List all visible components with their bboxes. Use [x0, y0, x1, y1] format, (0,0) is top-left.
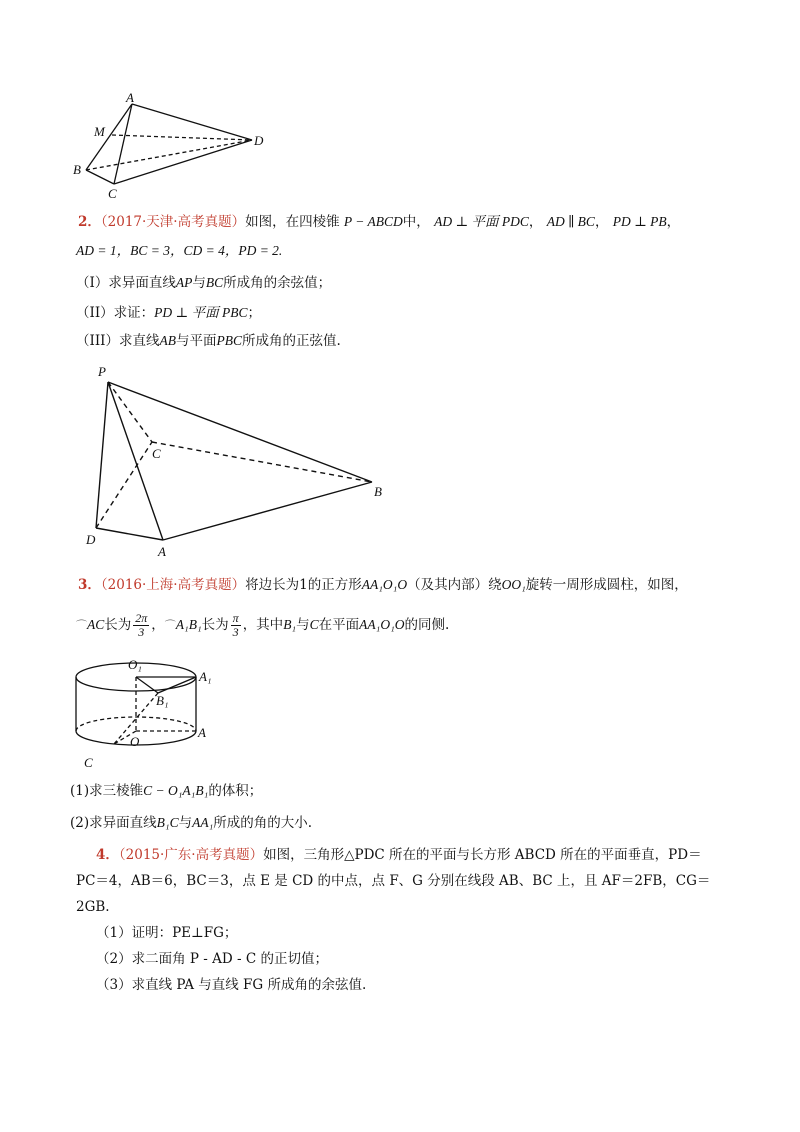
p2-line1 [78, 211, 680, 233]
p2-q2-end: ； [247, 305, 261, 321]
edge-CB-hidden [152, 442, 372, 482]
figure-tetrahedron [70, 92, 270, 202]
edge-AB [163, 482, 372, 540]
label-B1: B₁ [156, 693, 169, 708]
p2-q3-pbc: PBC [216, 333, 242, 348]
label-C: C [152, 446, 161, 461]
p3-q2-aa1: AA₁ [192, 815, 214, 830]
p2-intro-text: 如图，在四棱锥 [245, 214, 340, 230]
p4-line2: PC＝4，AB＝6，BC＝3，点 E 是 CD 的中点，点 F、G 分别在线段 AB、BC 上，且 AF＝2FB，CG＝ [76, 873, 711, 889]
p3-frac-2pi-3 [133, 612, 149, 639]
segment-B1A1 [158, 677, 196, 693]
label-O: O [130, 734, 140, 749]
p2-pyramid-name: P − ABCD [343, 214, 403, 229]
p2-intro-zhong: 中， [402, 214, 430, 230]
label-C: C [108, 186, 117, 201]
p2-q2-stmt: PD ⊥ 平面 PBC [154, 305, 248, 320]
p3-q1-text: (1)求三棱锥 [70, 783, 144, 799]
p3-frac2-num: π [232, 611, 239, 625]
label-A1: A₁ [199, 669, 212, 684]
p3-sep2: ，其中 [242, 617, 284, 633]
p3-frac1-den: 3 [138, 625, 145, 639]
p4-question-1: （1）证明：PE⊥FG； [96, 925, 238, 941]
p3-line1 [78, 574, 688, 596]
p2-source: （2017·天津·高考真题） [100, 214, 246, 230]
label-A: A [198, 725, 206, 740]
p3-with: 与 [296, 617, 310, 633]
label-O1: O₁ [128, 657, 142, 672]
edge-BC [86, 170, 114, 184]
p3-b1: B₁ [283, 617, 297, 632]
p3-number: 3． [78, 577, 101, 593]
p3-square-name: AA₁O₁O [361, 577, 408, 592]
p3-c: C [309, 617, 319, 632]
edge-MD-hidden [112, 135, 252, 140]
arc-icon: ⌒ [76, 620, 87, 632]
p3-line2 [76, 610, 449, 641]
p4-line1 [96, 842, 702, 868]
p3-q2-b1c: B₁C [156, 815, 179, 830]
p3-question-2 [70, 812, 312, 834]
p3-len1: 长为 [104, 617, 132, 633]
p3-q2-end: 所成的角的大小. [213, 815, 313, 831]
p3-axis-name: OO₁ [501, 577, 526, 592]
label-D: D [86, 532, 96, 547]
p2-q1-end: 所成角的余弦值； [223, 275, 332, 291]
p2-sep1: ， [528, 214, 543, 230]
p3-intro-around: （及其内部）绕 [407, 577, 502, 593]
label-B: B [374, 484, 382, 499]
p3-frac-pi-3 [231, 612, 241, 639]
p2-q1-with: 与 [192, 275, 206, 291]
p3-q2-with: 与 [178, 815, 193, 831]
p3-intro-text: 将边长为1的正方形 [245, 577, 362, 593]
p4-number: 4． [96, 847, 119, 863]
edge-DA [96, 528, 163, 540]
p2-question-1 [76, 272, 331, 294]
pyramid-svg [80, 362, 400, 562]
figure-pyramid [80, 362, 400, 562]
p3-sep1: ， [151, 617, 165, 633]
p2-q1-bc: BC [205, 275, 224, 290]
p2-question-2 [76, 302, 261, 324]
p3-q1-pyramid: C − O₁A₁B₁ [143, 783, 209, 798]
p3-side: 的同侧. [404, 617, 450, 633]
label-P: P [98, 364, 106, 379]
p2-sep2: ， [594, 214, 609, 230]
p2-q3-end: 所成角的正弦值. [242, 333, 341, 349]
p4-text-1: 如图，三角形△PDC 所在的平面与长方形 ABCD 所在的平面垂直，PD＝ [263, 847, 702, 863]
p3-arc-ac: AC [87, 617, 105, 632]
p3-intro-end: 旋转一周形成圆柱，如图， [525, 577, 688, 593]
p4-question-3: （3）求直线 PA 与直线 FG 所成角的余弦值. [96, 977, 367, 993]
p3-len2: 长为 [201, 617, 229, 633]
p2-q3-ab: AB [159, 333, 176, 348]
label-B: B [73, 162, 81, 177]
edge-PA [108, 382, 163, 540]
p4-question-2: （2）求二面角 P - AD - C 的正切值； [96, 951, 328, 967]
edge-AD [132, 104, 252, 140]
p3-q1-end: 的体积； [208, 783, 263, 799]
p3-plane-word: 在平面 [318, 617, 360, 633]
p2-q3-text: （III）求直线 [76, 333, 160, 349]
p3-frac2-den: 3 [232, 625, 239, 639]
label-A: A [158, 544, 166, 559]
p2-q2-text: （II）求证： [76, 305, 155, 321]
p2-number: 2． [78, 214, 101, 230]
p3-frac1-num: 2π [135, 611, 148, 625]
label-C: C [84, 755, 93, 770]
arc-icon: ⌒ [164, 620, 176, 632]
p2-q3-plane-word: 与平面 [176, 333, 217, 349]
tetrahedron-svg [70, 92, 270, 202]
edge-CD [114, 140, 252, 184]
p2-cond-parallel: AD ∥ BC [546, 214, 595, 229]
p2-conditions: AD = 1，BC = 3，CD = 4，PD = 2. [76, 243, 283, 258]
edge-PD [96, 382, 108, 528]
figure-cylinder [68, 655, 218, 773]
p2-q1-ap: AP [175, 275, 193, 290]
p3-arc-a1b1: A₁B₁ [175, 617, 202, 632]
p3-plane-name: AA₁O₁O [359, 617, 405, 632]
p3-source: （2016·上海·高考真题） [100, 577, 246, 593]
p4-source: （2015·广东·高考真题） [118, 847, 264, 863]
label-M: M [94, 124, 105, 139]
cylinder-svg [68, 655, 218, 773]
p2-q1-text: （I）求异面直线 [76, 275, 176, 291]
p3-q2-text: (2)求异面直线 [70, 815, 157, 831]
p2-sep3: ， [666, 214, 681, 230]
p2-cond-ad-perp: AD ⊥ 平面 PDC [434, 214, 529, 229]
p4-line3: 2GB. [76, 899, 110, 915]
label-D: D [254, 133, 264, 148]
p2-question-3 [76, 330, 341, 352]
p3-question-1 [70, 780, 262, 802]
edge-BD-hidden [86, 140, 252, 170]
p2-cond-pd-perp-pb: PD ⊥ PB [612, 214, 667, 229]
edge-PB [108, 382, 372, 482]
label-A: A [126, 90, 134, 105]
